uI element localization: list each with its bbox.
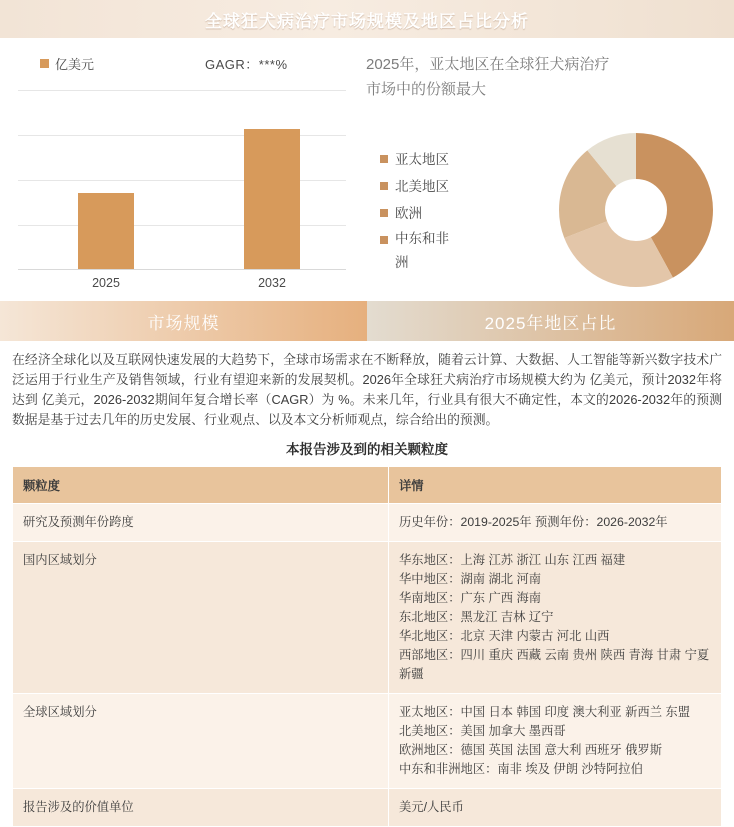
- detail-line: 美元/人民币: [399, 800, 464, 814]
- cell-detail: [389, 694, 722, 789]
- donut-svg: [552, 126, 720, 294]
- legend-label: 欧洲: [395, 206, 422, 221]
- column-header-granularity: 颗粒度: [13, 467, 389, 504]
- banner-region-share: [367, 301, 734, 341]
- gridline: [18, 90, 346, 91]
- cell-granularity: 研究及预测年份跨度: [13, 504, 389, 542]
- table-row: [13, 504, 722, 542]
- bar-legend-label: 亿美元: [55, 57, 95, 72]
- cell-detail: [389, 789, 722, 827]
- detail-line: 华北地区：北京 天津 内蒙古 河北 山西: [399, 629, 610, 643]
- detail-line: 东北地区：黑龙江 吉林 辽宁: [399, 610, 554, 624]
- column-header-detail: 详情: [389, 467, 722, 504]
- legend-label: 北美地区: [395, 179, 449, 194]
- detail-line: 华南地区：广东 广西 海南: [399, 591, 542, 605]
- donut-legend: [380, 146, 453, 275]
- legend-item-north-america: [380, 173, 453, 200]
- charts-section: [0, 38, 734, 301]
- table-row: [13, 694, 722, 789]
- cell-granularity: 报告涉及的价值单位: [13, 789, 389, 827]
- cell-detail: [389, 504, 722, 542]
- detail-line: 西部地区：四川 重庆 西藏 云南 贵州 陕西 青海 甘肃 宁夏 新疆: [399, 648, 710, 681]
- legend-swatch-icon: [380, 182, 388, 190]
- cell-granularity: 全球区域划分: [13, 694, 389, 789]
- bar-chart-legend: [40, 54, 94, 73]
- detail-line: 北美地区：美国 加拿大 墨西哥: [399, 724, 566, 738]
- donut-graphic: [552, 126, 720, 294]
- detail-line: 亚太地区：中国 日本 韩国 印度 澳大利亚 新西兰 东盟: [399, 705, 691, 719]
- legend-swatch-icon: [380, 155, 388, 163]
- cagr-annotation: GAGR：***%: [205, 57, 288, 72]
- legend-swatch-icon: [380, 236, 388, 244]
- bar-chart: [0, 38, 360, 300]
- table-row: [13, 542, 722, 694]
- cell-granularity: 国内区域划分: [13, 542, 389, 694]
- legend-item-europe: [380, 200, 453, 227]
- page-header: [0, 0, 734, 38]
- donut-chart: [360, 38, 734, 300]
- table-caption: 本报告涉及到的相关颗粒度: [286, 442, 448, 457]
- legend-swatch-icon: [40, 59, 49, 68]
- legend-item-middle-east-africa: [380, 227, 453, 275]
- banner-market-size: [0, 301, 367, 341]
- donut-slice-middle-east-africa: [582, 156, 690, 264]
- summary-paragraph: 在经济全球化以及互联网快速发展的大趋势下，全球市场需求在不断释放，随着云计算、大数据、人工智能等新兴数字技术广泛运用于行业生产及销售领域，行业有望迎来新的发展契机。2026年全球狂犬病治疗市场规模大约为 亿美元，预计2032年将达到 亿美元，2026-2032期间年复合增长率（CAGR）为 %。未来几年，行业具有很大不确定性，本文的2026-2032年的预测数据是基于过去几年的历史发展、行业观点、以及本文分析师观点，综合给出的预测。: [12, 352, 722, 427]
- page-title: 全球狂犬病治疗市场规模及地区占比分析: [205, 11, 529, 31]
- donut-chart-title: 2025年，亚太地区在全球狂犬病治疗市场中的份额最大: [366, 56, 610, 98]
- bar-plot-area: [18, 90, 346, 270]
- legend-label: 中东和非洲: [395, 231, 449, 270]
- x-axis: [18, 269, 346, 270]
- detail-line: 华东地区：上海 江苏 浙江 山东 江西 福建: [399, 553, 626, 567]
- detail-line: 华中地区：湖南 湖北 河南: [399, 572, 542, 586]
- banner-left-label: 市场规模: [147, 313, 220, 333]
- table-header-row: [13, 467, 722, 504]
- x-tick-label: 2025: [92, 276, 120, 290]
- detail-line: 历史年份：2019-2025年 预测年份：2026-2032年: [399, 515, 668, 529]
- banner-right-label: 2025年地区占比: [484, 313, 617, 333]
- table-row: [13, 789, 722, 827]
- legend-item-asia: [380, 146, 453, 173]
- bar-2032: [244, 129, 300, 269]
- bar-2025: [78, 193, 134, 269]
- legend-swatch-icon: [380, 209, 388, 217]
- cell-detail: [389, 542, 722, 694]
- detail-line: 中东和非洲地区：南非 埃及 伊朗 沙特阿拉伯: [399, 762, 643, 776]
- legend-label: 亚太地区: [395, 152, 449, 167]
- x-tick-label: 2032: [258, 276, 286, 290]
- granularity-table: [12, 466, 722, 827]
- section-banners: [0, 301, 734, 341]
- detail-line: 欧洲地区：德国 英国 法国 意大利 西班牙 俄罗斯: [399, 743, 663, 757]
